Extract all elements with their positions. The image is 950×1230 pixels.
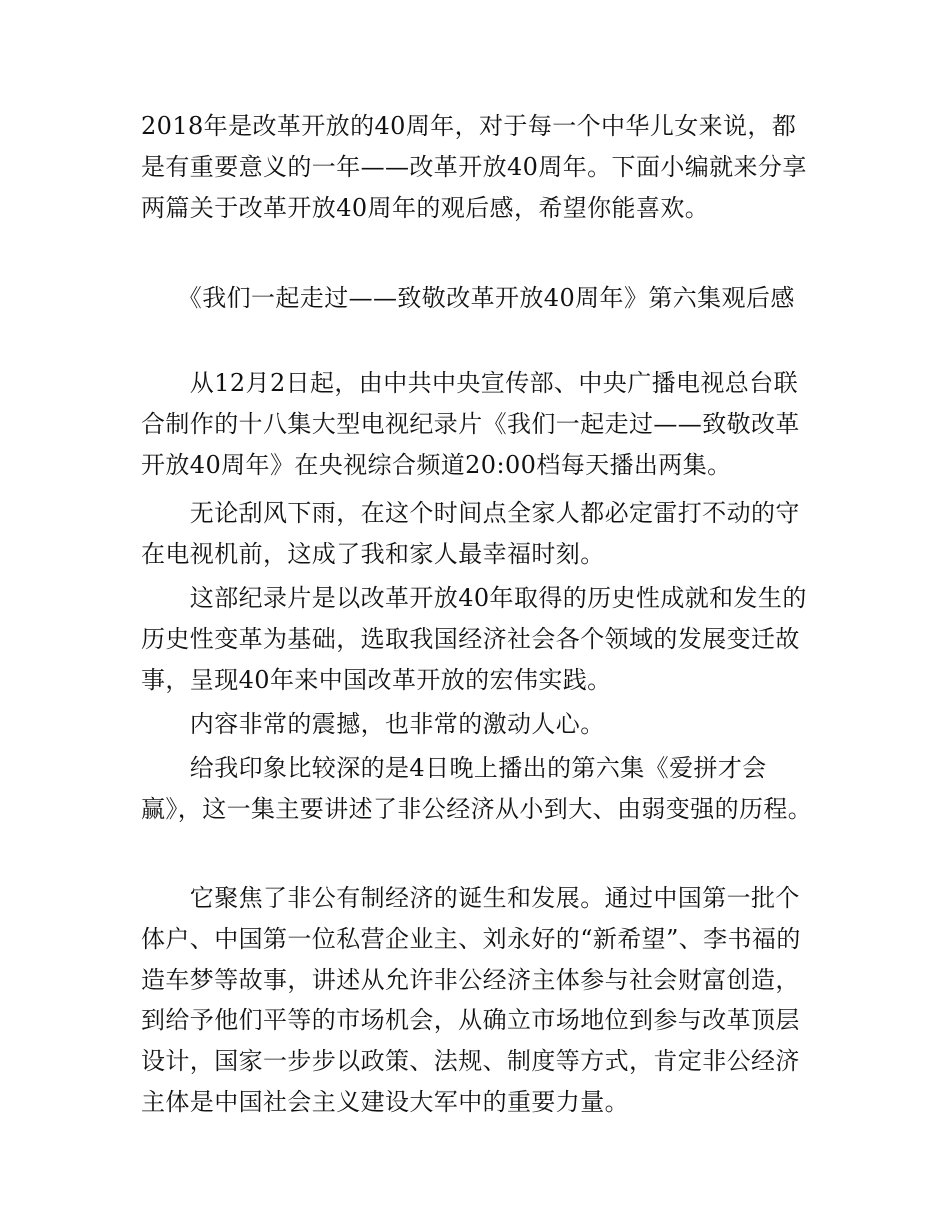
article-title: 《我们一起走过——致敬改革开放40周年》第六集观后感 [141,284,795,312]
intro-paragraph: 2018年是改革开放的40周年，对于每一个中华儿女来说，都是有重要意义的一年——改革开放40周年。下面小编就来分享两篇关于改革开放40周年的观后感，希望你能喜欢。 [141,112,807,222]
body-paragraph: 无论刮风下雨，在这个时间点全家人都必定雷打不动的守在电视机前，这成了我和家人最幸福时刻。 [141,499,800,568]
body-paragraph: 它聚焦了非公有制经济的诞生和发展。通过中国第一批个体户、中国第一位私营企业主、刘永好的“新希望”、李书福的造车梦等故事，讲述从允许非公经济主体参与社会财富创造，到给予他们平等的市场机会，从确立市场地位到参与改革顶层设计，国家一步步以政策、法规、制度等方式，肯定非公经济主体是中国社会主义建设大军中的重要力量。 [141,884,801,1116]
body-paragraph: 给我印象比较深的是4日晚上播出的第六集《爱拼才会赢》，这一集主要讲述了非公经济从小到大、由弱变强的历程。 [141,754,813,823]
body-paragraph: 内容非常的震撼，也非常的激动人心。 [141,710,605,738]
body-paragraph: 这部纪录片是以改革开放40年取得的历史性成就和发生的历史性变革为基础，选取我国经济社会各个领域的发展变迁故事，呈现40年来中国改革开放的宏伟实践。 [141,584,807,694]
body-paragraph: 从12月2日起，由中共中央宣传部、中央广播电视总台联合制作的十八集大型电视纪录片《我们一起走过——致敬改革开放40周年》在央视综合频道20:00档每天播出两集。 [141,369,800,479]
